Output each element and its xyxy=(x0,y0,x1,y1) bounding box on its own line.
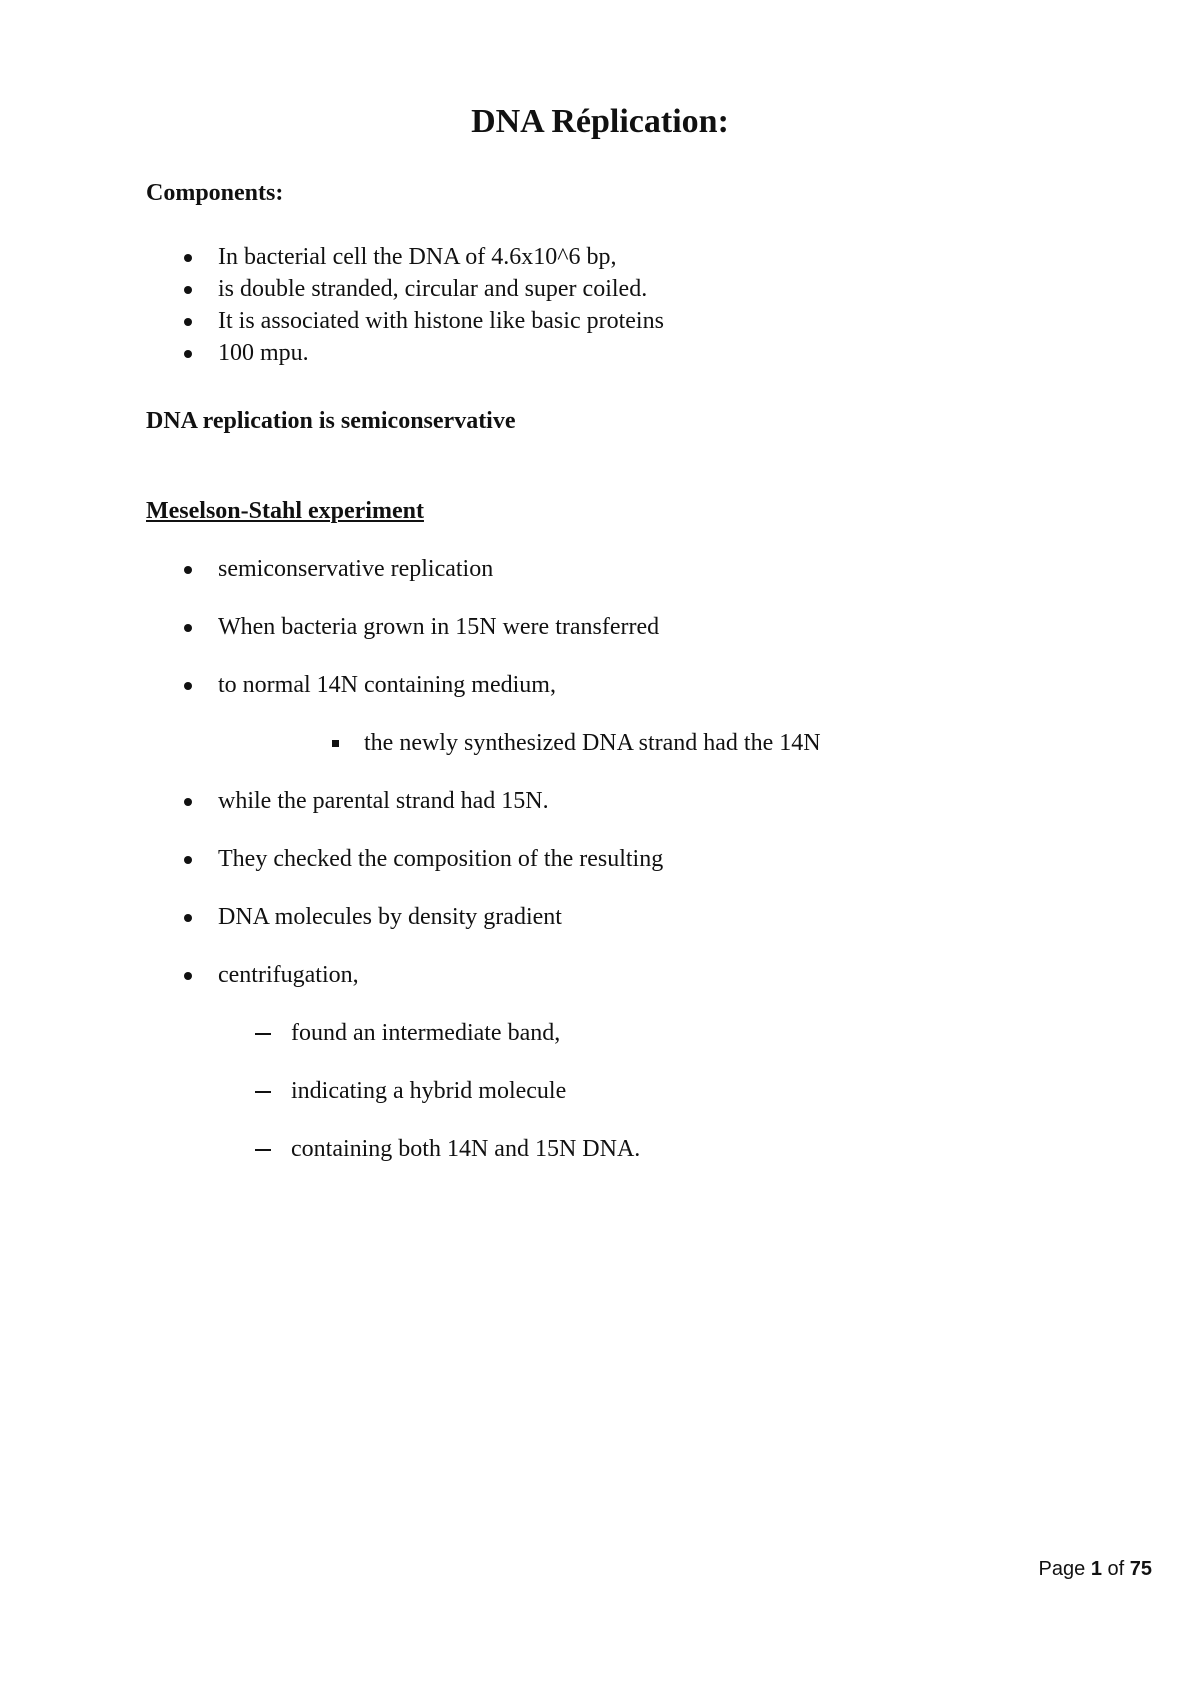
list-item: to normal 14N containing medium, xyxy=(218,672,556,698)
page-number-footer xyxy=(1039,1556,1152,1582)
bullet-icon xyxy=(176,338,196,368)
bullet-icon xyxy=(176,242,196,272)
list-item: 100 mpu. xyxy=(218,340,309,366)
list-item: When bacteria grown in 15N were transferred xyxy=(218,614,660,640)
bullet-icon xyxy=(176,306,196,336)
bullet-icon xyxy=(176,960,196,990)
page-title: DNA Réplication: xyxy=(471,103,729,140)
bullet-icon xyxy=(176,554,196,584)
footer-total-pages: 75 xyxy=(1129,1558,1152,1580)
dash-list-item: found an intermediate band, xyxy=(291,1020,561,1046)
list-item: centrifugation, xyxy=(218,962,359,988)
dash-bullet-icon xyxy=(253,1134,275,1164)
bullet-icon xyxy=(176,670,196,700)
list-item: DNA molecules by density gradient xyxy=(218,904,562,930)
dash-bullet-icon xyxy=(253,1076,275,1106)
bullet-icon xyxy=(176,844,196,874)
semiconservative-statement: DNA replication is semiconservative xyxy=(146,408,516,434)
list-item: while the parental strand had 15N. xyxy=(218,788,549,814)
bullet-icon xyxy=(176,786,196,816)
experiment-heading: Meselson-Stahl experiment xyxy=(146,498,424,524)
components-heading: Components: xyxy=(146,180,284,206)
list-item: In bacterial cell the DNA of 4.6x10^6 bp, xyxy=(218,244,617,270)
dash-list-item: indicating a hybrid molecule xyxy=(291,1078,567,1104)
dash-bullet-icon xyxy=(253,1018,275,1048)
footer-page-number: 1 xyxy=(1090,1558,1102,1580)
footer-page-word: Page xyxy=(1038,1558,1086,1580)
square-bullet-icon xyxy=(328,728,344,758)
footer-of-word: of xyxy=(1107,1558,1125,1580)
bullet-icon xyxy=(176,612,196,642)
list-item: is double stranded, circular and super coiled. xyxy=(218,276,648,302)
bullet-icon xyxy=(176,902,196,932)
list-item: They checked the composition of the resulting xyxy=(218,846,664,872)
sub-list-item: the newly synthesized DNA strand had the 14N xyxy=(364,730,821,756)
dash-list-item: containing both 14N and 15N DNA. xyxy=(291,1136,641,1162)
list-item: It is associated with histone like basic proteins xyxy=(218,308,664,334)
list-item: semiconservative replication xyxy=(218,556,494,582)
bullet-icon xyxy=(176,274,196,304)
